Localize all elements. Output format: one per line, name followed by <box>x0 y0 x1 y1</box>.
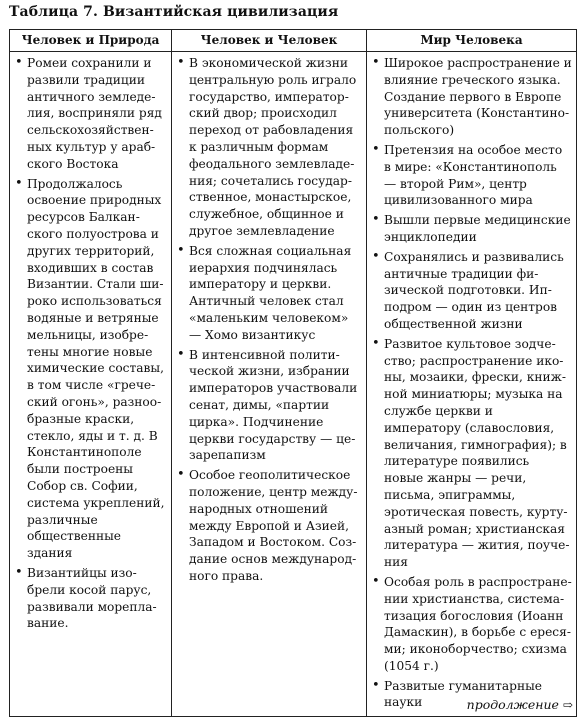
list-item: • Вышли первые медицинские энциклопедии <box>371 212 572 246</box>
column-cell-nature <box>10 52 172 717</box>
list-item: • Особое геополитическое положение, центр международных отношений между Европой и Азией, Западом и Востоком. Создание основ международного права. <box>176 467 362 585</box>
column-header: Мир Человека <box>367 30 577 52</box>
list-item: • Претензия на особое место в мире: «Константинополь — второй Рим», центр цивилизованного мира <box>371 142 572 209</box>
list-item: • Продолжалось освоение природных ресурсов Балканского полуострова и других территорий, входивших в состав Византии. Стали широко использоваться водяные и ветряные мельницы, изобретены многие новые химические составы, в том числе «греческий огонь», разнообразные краски, стекло, яды и т. д. В Константинополе были построены Собор св. Софии, система укреплений, различные общественные здания <box>14 176 167 562</box>
column-header: Человек и Природа <box>10 30 172 52</box>
column-cell-society <box>172 52 367 717</box>
list-item: • Развитые гуманитарные науки <box>371 678 572 712</box>
continuation-note <box>467 697 573 712</box>
list-item: • В экономической жизни центральную роль играло государство, императорский двор; происходил переход от рабовладения к различным формам феодального землевладения; сочетались государственное, монастырское, служебное, общинное и другое землевладение <box>176 55 362 240</box>
continuation-label: продолжение <box>466 697 559 712</box>
list-item: • Византийцы изобрели косой парус, развивали мореплавание. <box>14 565 167 632</box>
list-item: • Особая роль в распространении христианства, систематизация богословия (Иоанн Дамаскин), в борьбе с ересями; иконоборчество; схизма (1054 г.) <box>371 574 572 675</box>
bullet-list <box>371 55 572 711</box>
civilization-table <box>9 29 577 717</box>
list-item: • Вся сложная социальная иерархия подчинялась императору и церкви. Античный человек стал «маленьким человеком» — Хомо византикус <box>176 243 362 344</box>
list-item: • Развитое культовое зодчество; распространение иконы, мозаики, фрески, книжной миниатюры; музыка на службе церкви и императору (славословия, величания, гимнография); в литературе появились новые жанры — речи, письма, эпиграммы, эротическая повесть, куртуазный роман; христианская литература — жития, поучения <box>371 336 572 571</box>
list-item: • Сохранялись и развивались античные традиции физической подготовки. Ипподром — один из центров общественной жизни <box>371 249 572 333</box>
list-item: • Широкое распространение и влияние греческого языка. Создание первого в Европе университета (Константинопольского) <box>371 55 572 139</box>
bullet-list <box>14 55 167 632</box>
table-header-row <box>10 30 577 52</box>
bullet-list <box>176 55 362 585</box>
column-cell-world <box>367 52 577 717</box>
right-arrow-icon: ⇨ <box>562 698 573 712</box>
table-row <box>10 52 577 717</box>
list-item: • Ромеи сохранили и развили традиции античного земледелия, восприняли ряд сельскохозяйственных культур у арабского Востока <box>14 55 167 173</box>
column-header: Человек и Человек <box>172 30 367 52</box>
list-item: • В интенсивной политической жизни, избрании императоров участвовали сенат, димы, «партии цирка». Подчинение церкви государству — цезарепапизм <box>176 347 362 465</box>
table-title: Таблица 7. Византийская цивилизация <box>9 4 339 20</box>
